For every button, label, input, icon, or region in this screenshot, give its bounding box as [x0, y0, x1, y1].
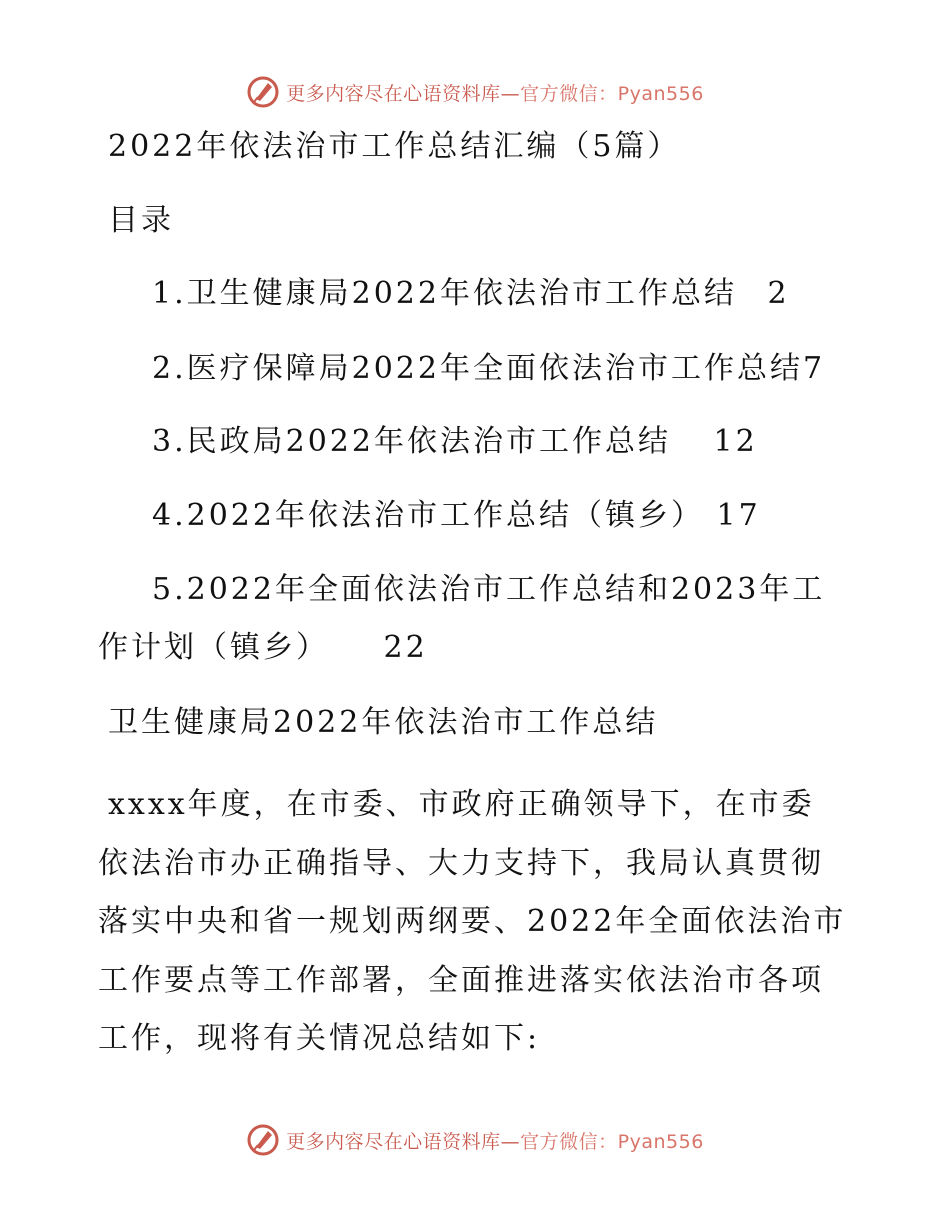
toc-page-number: 12 — [713, 424, 758, 459]
toc-page-number: 17 — [716, 498, 761, 533]
paragraph-line: 工作要点等工作部署，全面推进落实依法治市各项 — [98, 962, 824, 998]
toc-item-text: 5.2022年全面依法治市工作总结和2023年工 — [152, 572, 826, 607]
watermark-text: 更多内容尽在心语资料库—官方微信：Pyan556 — [286, 1130, 704, 1153]
paragraph-line: 落实中央和省一规划两纲要、2022年全面依法治市 — [98, 904, 847, 939]
toc-item-continued[interactable] — [98, 628, 428, 668]
pen-nib-logo-icon — [246, 75, 280, 109]
toc-page-number: 2 — [767, 276, 790, 311]
toc-item[interactable] — [152, 422, 758, 462]
section-title: 卫生健康局2022年依法治市工作总结 — [108, 705, 659, 740]
watermark-text: 更多内容尽在心语资料库—官方微信：Pyan556 — [286, 82, 704, 105]
toc-item[interactable] — [152, 349, 825, 389]
toc-item[interactable] — [152, 274, 790, 314]
toc-page-number: 7 — [802, 351, 826, 386]
body-paragraph — [98, 776, 858, 1069]
paragraph-line: 工作，现将有关情况总结如下: — [98, 1021, 541, 1056]
paragraph-line: xxxx年度，在市委、市政府正确领导下，在市委 — [108, 787, 815, 822]
document-title: 2022年依法治市工作总结汇编（5篇） — [108, 129, 681, 164]
toc-item-text: 1.卫生健康局2022年依法治市工作总结 — [152, 276, 737, 311]
toc-item-text: 2.医疗保障局2022年全面依法治市工作总结 — [152, 351, 803, 386]
paragraph-line: 依法治市办正确指导、大力支持下，我局认真贯彻 — [98, 845, 824, 881]
watermark-bottom — [0, 1120, 950, 1160]
watermark-top — [0, 72, 950, 112]
pen-nib-logo-icon — [246, 1123, 280, 1157]
toc-item[interactable] — [152, 570, 825, 610]
toc-item[interactable] — [152, 496, 761, 536]
toc-heading: 目录 — [108, 203, 174, 238]
toc-item-text: 3.民政局2022年依法治市工作总结 — [152, 424, 671, 459]
toc-page-number: 22 — [383, 630, 428, 665]
toc-item-text: 作计划（镇乡） — [98, 630, 329, 665]
toc-item-text: 4.2022年依法治市工作总结（镇乡） — [152, 498, 704, 533]
